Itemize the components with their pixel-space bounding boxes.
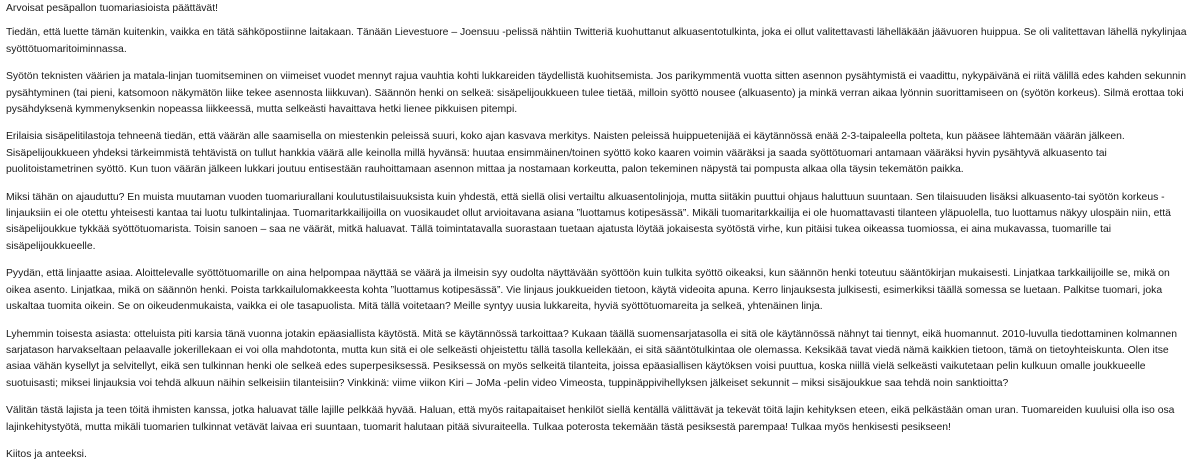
greeting-line: Arvoisat pesäpallon tuomariasioista päättävät! [6,3,218,14]
paragraph-4: Miksi tähän on ajauduttu? En muista muutaman vuoden tuomariurallani koulutustilaisuuksista kuin yhdestä, että siellä olisi vertailtu alkuasentolinjoja, mutta siitäkin puuttui ohjaus haluttuun suuntaan. Sen tilaisuuden lisäksi alkuasento-tai syötön korkeus -linjauksiin ei ole otettu yhteisesti kantaa tai luotu tulkintalinjaa. Tuomaritarkkailijoilla on vuosikaudet ollut arvioitavana asiana ”luottamus kotipesässä”. Mikäli tuomaritarkkailija ei ole huomattavasti tilanteen yläpuolella, tuo luottamus näkyy ulospäin niin, että sisäpelijoukkue tykkää syöttötuomarista. Toisin sanoen – saa ne väärät, mitkä haluavat. Tällä toimintatavalla suorastaan tuetaan ajatusta löytää jokaisesta syötöstä virhe, kun pitäisi tukea oikeassa tuomiossa, ei aina mukavassa, tuomarille tai sisäpelijoukkueelle. [6,191,1171,252]
paragraph-6: Lyhemmin toisesta asiasta: otteluista piti karsia tänä vuonna jotakin epäasiallista käytöstä. Mitä se käytännössä tarkoittaa? Kukaan täällä suomensarjatasolla ei sitä ole käytännössä nähnyt tai tiennyt, eikä huomannut. 2010-luvulla tiedottaminen kolmannen sarjatason harvakseltaan pelaavalle jokerillekaan ei voi olla mahdotonta, mutta kun sitä ei ole selkeästi ohjeistettu tällä tasolla kellekään, ei sitä sääntötulkintaa ole olemassa. Keksikää tavat viedä nämä kaikkien tietoon, tämä on tietoyhteiskunta. Olen itse asiaa vähän kysellyt ja selvitellyt, eikä sen tulkinnan henki ole selkeä edes superpesiksessä. Pesiksessä on myös selkeitä tilanteita, joissa epäasiallisen käytöksen voisi puuttua, koska niillä vielä selkeästi vaikutetaan pelin kulkuun omalle joukkueelle suotuisasti; miksei linjauksia voi tehdä alkuun näihin selkeisiin tilanteisiin? Vinkkinä: viime viikon Kiri – JoMa -pelin video Vimeosta, tuppinäppivihellyksen jälkeiset sekunnit – miksi sisäjoukkue saa tehdä noin sanktioitta? [6,328,1177,389]
paragraph-7: Välitän tästä lajista ja teen töitä ihmisten kanssa, jotka haluavat tälle lajille pelkkää hyvää. Haluan, että myös raitapaitaiset henkilöt siellä kentällä välittävät ja tekevät töitä lajin kehityksen eteen, eikä pelkästään oman uran. Tuomareiden kuuluisi olla iso osa lajinkehitystyötä, mutta mikäli tuomarien tulkinnat vetävät laivaa eri suuntaan, tuomarit halutaan pitää sivuraiteella. Tulkaa poterosta tekemään tästä pesiksestä parempaa! Tulkaa myös henkisesti pesikseen! [6,405,1175,433]
paragraph-3: Erilaisia sisäpelitilastoja tehneenä tiedän, että väärän alle saamisella on miestenkin peleissä suuri, koko ajan kasvava merkitys. Naisten peleissä huippuetenijää ei käytännössä enää 2-3-taipaleella polteta, kun pääsee lähtemään väärän jälkeen. Sisäpelijoukkueen yhdeksi tärkeimmistä tehtävistä on tullut hankkia väärä alle keinolla millä hyvänsä: huutaa ensimmäinen/toinen syöttö koko kaaren voimin vääräksi ja saada syöttötuomari antamaan vääräksi hyvin pysähtyvä alkuasento tai puolitoistametrinen syöttö. Kun tuon väärän jälkeen lukkari joutuu entisestään rauhoittamaan asennon mittaa ja nostamaan korkeutta, palon tekeminen näpystä tai pompusta alkaa olla täysin tekemätön paikka. [6,131,1125,176]
paragraph-5: Pyydän, että linjaatte asiaa. Aloittelevalle syöttötuomarille on aina helpompaa näyttää se väärä ja ilmeisin syy oudolta näyttävään syöttöön kuin tulkita syöttö oikeaksi, kun säännön henki toteutuu sääntökirjan mukaisesti. Linjatkaa tarkkailijoille se, mikä on oikea asento. Linjatkaa, mikä on säännön henki. Poista tarkkailulomakkeesta kohta ”luottamus kotipesässä”. Vie linjaus joukkueiden tietoon, käytä videoita apuna. Kerro linjauksesta julkisesti, esimerkiksi täällä somessa se luetaan. Palkitse tuomari, joka uskaltaa tuomita oikein. Se on oikeudenmukaista, vaikka ei ole tasapuolista. Mitä tällä voitetaan? Meille syntyy uusia lukkareita, hyviä syöttötuomareita ja selkeä, yhtenäinen linja. [6,268,1170,313]
closing-line: Kiitos ja anteeksi. [6,448,87,460]
paragraph-1: Tiedän, että luette tämän kuitenkin, vaikka en tätä sähköpostiinne laitakaan. Tänään Lievestuore – Joensuu -pelissä nähtiin Twitteriä kuohuttanut alkuasentotulkinta, joka ei ollut valitettavasti lähelläkään jäävuoren huippua. Se oli valitettavan lähellä nykylinjaa syöttötuomaritoiminnassa. [6,27,1187,55]
paragraph-2: Syötön teknisten väärien ja matala-linjan tuomitseminen on viimeiset vuodet mennyt rajua vauhtia kohti lukkareiden täydellistä kuohitsemista. Jos parikymmentä vuotta sitten asennon pysähtymistä ei vaadittu, nykypäivänä ei riitä välillä edes kahden sekunnin pysähtyminen (tai pieni, katsomoon näkymätön liike tekee asennosta liikkuvan). Säännön henki on selkeä: sisäpelijoukkueen tulee tietää, milloin syöttö nousee (alkuasento) ja minkä verran aikaa lyönnin suorittamiseen on (syötön korkeus). Silmä erottaa toki pysähdyksenä kymmenyksenkin nopeassa liikkeessä, mutta selkeästi havaittava hetki lienee pikkuisen pitempi. [6,71,1186,116]
